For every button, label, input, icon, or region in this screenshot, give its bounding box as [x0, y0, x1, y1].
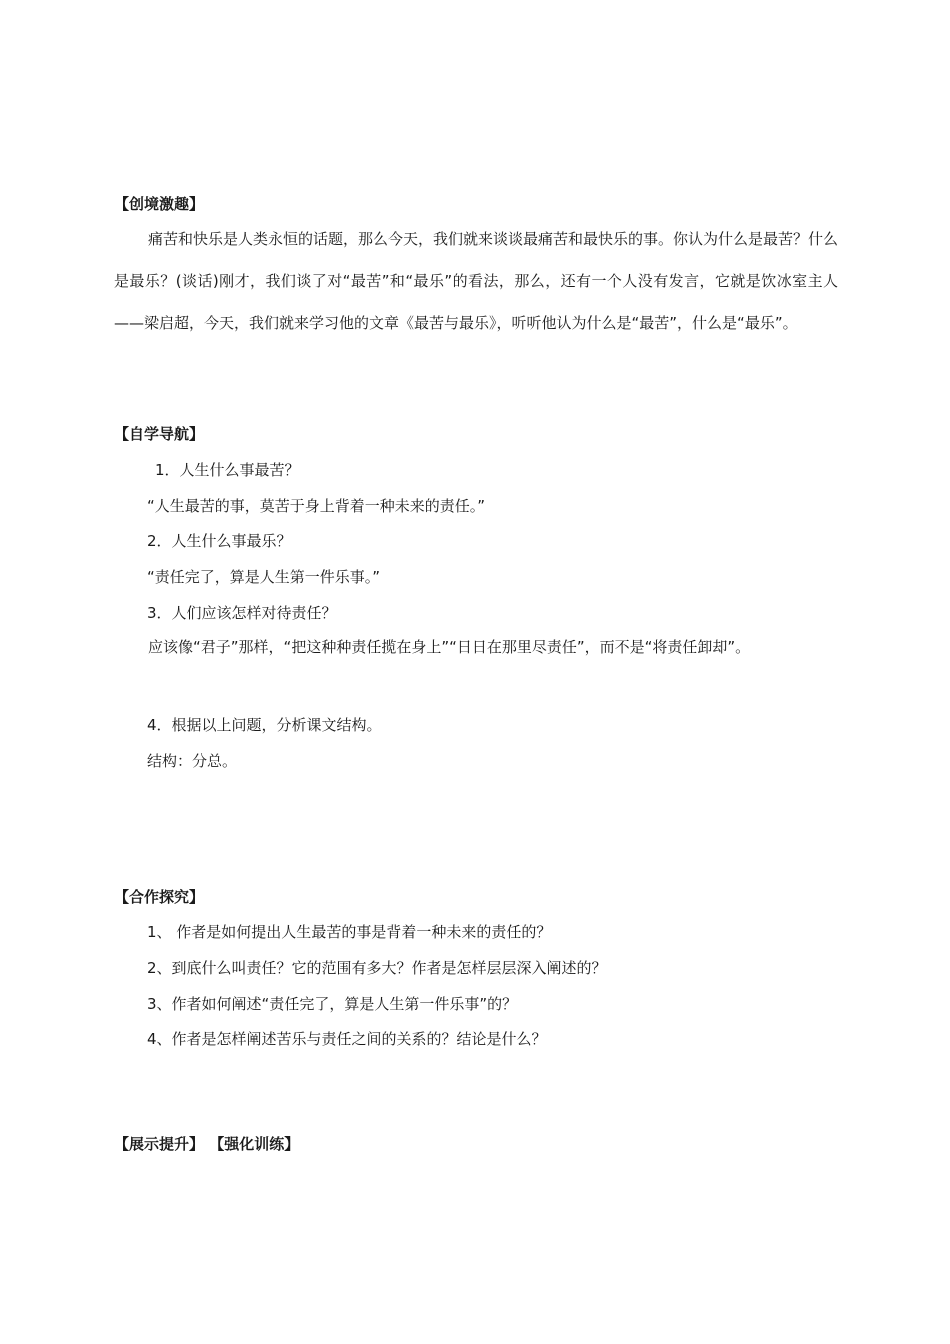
selfstudy-question-4: 4．根据以上问题，分析课文结构。 [147, 716, 382, 734]
section-heading-selfstudy: 【自学导航】 [114, 425, 205, 443]
intro-paragraph: 痛苦和快乐是人类永恒的话题，那么今天，我们就来谈谈最痛苦和最快乐的事。你认为什么是最苦？什么是最乐？(谈话)刚才，我们谈了对“最苦”和“最乐”的看法，那么，还有一个人没有发言，它就是饮冰室主人——梁启超，今天，我们就来学习他的文章《最苦与最乐》，听听他认为什么是“最苦”，什么是“最乐”。 [114, 230, 839, 332]
section-heading-intro: 【创境激趣】 [114, 195, 205, 213]
selfstudy-answer-3: 应该像“君子”那样，“把这种种责任揽在身上”“日日在那里尽责任”，而不是“将责任卸却”。 [148, 638, 751, 656]
selfstudy-answer-1: “人生最苦的事，莫苦于身上背着一种未来的责任。” [147, 497, 486, 515]
section-heading-coop: 【合作探究】 [114, 888, 205, 906]
selfstudy-answer-4: 结构：分总。 [147, 752, 238, 770]
section-heading-show: 【展示提升】 【强化训练】 [114, 1135, 300, 1153]
selfstudy-question-2: 2．人生什么事最乐？ [147, 532, 292, 550]
selfstudy-answer-2: “责任完了，算是人生第一件乐事。” [147, 568, 381, 586]
coop-question-2: 2、到底什么叫责任？它的范围有多大？作者是怎样层层深入阐述的？ [147, 959, 607, 977]
selfstudy-question-3: 3．人们应该怎样对待责任？ [147, 604, 337, 622]
coop-question-3: 3、作者如何阐述“责任完了，算是人生第一件乐事”的？ [147, 995, 518, 1013]
coop-question-1: 1、 作者是如何提出人生最苦的事是背着一种未来的责任的？ [147, 923, 552, 941]
selfstudy-question-1: 1．人生什么事最苦？ [155, 461, 300, 479]
coop-question-4: 4、作者是怎样阐述苦乐与责任之间的关系的？结论是什么？ [147, 1030, 547, 1048]
